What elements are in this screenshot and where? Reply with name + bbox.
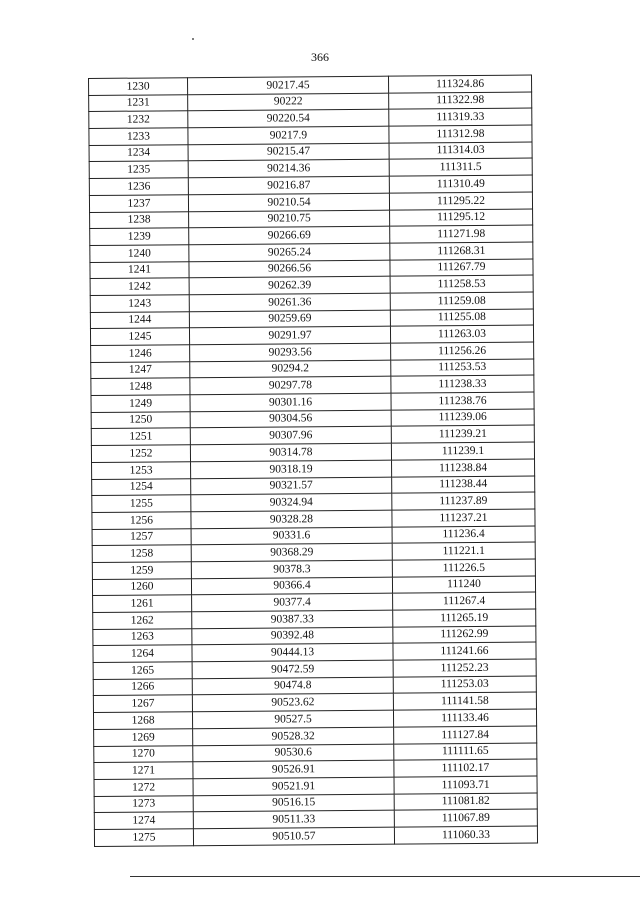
x-coordinate-cell: 90215.47 <box>188 143 389 161</box>
x-coordinate-cell: 90527.5 <box>192 710 393 728</box>
bottom-rule <box>130 876 640 877</box>
x-coordinate-cell: 90472.59 <box>192 660 393 678</box>
point-number-cell: 1272 <box>94 779 193 796</box>
point-number-cell: 1236 <box>89 178 188 195</box>
point-number-cell: 1257 <box>92 528 191 545</box>
y-coordinate-cell: 111236.4 <box>392 526 535 544</box>
y-coordinate-cell: 111060.33 <box>394 826 537 844</box>
point-number-cell: 1256 <box>92 512 191 529</box>
point-number-cell: 1258 <box>92 545 191 562</box>
y-coordinate-cell: 111237.21 <box>392 509 535 527</box>
y-coordinate-cell: 111322.98 <box>389 92 532 110</box>
y-coordinate-cell: 111259.08 <box>390 292 533 310</box>
x-coordinate-cell: 90217.45 <box>188 76 389 94</box>
x-coordinate-cell: 90259.69 <box>189 310 390 328</box>
x-coordinate-cell: 90516.15 <box>193 794 394 812</box>
x-coordinate-cell: 90377.4 <box>192 593 393 611</box>
scan-speck <box>192 38 194 40</box>
y-coordinate-cell: 111241.66 <box>393 642 536 660</box>
x-coordinate-cell: 90214.36 <box>188 160 389 178</box>
y-coordinate-cell: 111255.08 <box>390 309 533 327</box>
x-coordinate-cell: 90220.54 <box>188 110 389 128</box>
x-coordinate-cell: 90261.36 <box>189 293 390 311</box>
y-coordinate-cell: 111240 <box>392 576 535 594</box>
point-number-cell: 1232 <box>89 111 188 128</box>
y-coordinate-cell: 111253.53 <box>391 359 534 377</box>
point-number-cell: 1231 <box>89 94 188 111</box>
point-number-cell: 1230 <box>89 78 188 95</box>
y-coordinate-cell: 111319.33 <box>389 108 532 126</box>
x-coordinate-cell: 90324.94 <box>191 493 392 511</box>
point-number-cell: 1263 <box>93 628 192 645</box>
x-coordinate-cell: 90366.4 <box>191 577 392 595</box>
coordinates-table <box>88 75 538 847</box>
point-number-cell: 1269 <box>94 729 193 746</box>
x-coordinate-cell: 90526.91 <box>193 760 394 778</box>
x-coordinate-cell: 90378.3 <box>191 560 392 578</box>
x-coordinate-cell: 90216.87 <box>188 176 389 194</box>
point-number-cell: 1253 <box>92 462 191 479</box>
y-coordinate-cell: 111252.23 <box>393 659 536 677</box>
y-coordinate-cell: 111239.1 <box>391 442 534 460</box>
y-coordinate-cell: 111258.53 <box>390 275 533 293</box>
page-number: 366 <box>311 50 329 64</box>
point-number-cell: 1248 <box>91 378 190 395</box>
x-coordinate-cell: 90293.56 <box>190 343 391 361</box>
x-coordinate-cell: 90291.97 <box>189 326 390 344</box>
y-coordinate-cell: 111133.46 <box>393 709 536 727</box>
x-coordinate-cell: 90210.75 <box>189 210 390 228</box>
point-number-cell: 1246 <box>91 345 190 362</box>
y-coordinate-cell: 111239.06 <box>391 409 534 427</box>
x-coordinate-cell: 90521.91 <box>193 777 394 795</box>
x-coordinate-cell: 90266.56 <box>189 260 390 278</box>
x-coordinate-cell: 90530.6 <box>193 744 394 762</box>
x-coordinate-cell: 90222 <box>188 93 389 111</box>
x-coordinate-cell: 90368.29 <box>191 543 392 561</box>
y-coordinate-cell: 111265.19 <box>393 609 536 627</box>
x-coordinate-cell: 90294.2 <box>190 360 391 378</box>
point-number-cell: 1238 <box>90 211 189 228</box>
point-number-cell: 1240 <box>90 245 189 262</box>
coordinates-table-body <box>89 75 538 846</box>
point-number-cell: 1234 <box>89 144 188 161</box>
x-coordinate-cell: 90265.24 <box>189 243 390 261</box>
y-coordinate-cell: 111314.03 <box>389 142 532 160</box>
point-number-cell: 1266 <box>93 678 192 695</box>
point-number-cell: 1251 <box>91 428 190 445</box>
point-number-cell: 1262 <box>93 612 192 629</box>
x-coordinate-cell: 90387.33 <box>192 610 393 628</box>
point-number-cell: 1255 <box>92 495 191 512</box>
y-coordinate-cell: 111067.89 <box>394 809 537 827</box>
point-number-cell: 1270 <box>94 745 193 762</box>
y-coordinate-cell: 111081.82 <box>394 793 537 811</box>
y-coordinate-cell: 111111.65 <box>394 742 537 760</box>
x-coordinate-cell: 90217.9 <box>188 126 389 144</box>
y-coordinate-cell: 111141.58 <box>393 692 536 710</box>
point-number-cell: 1247 <box>91 361 190 378</box>
point-number-cell: 1241 <box>90 261 189 278</box>
point-number-cell: 1268 <box>93 712 192 729</box>
point-number-cell: 1244 <box>90 311 189 328</box>
y-coordinate-cell: 111263.03 <box>390 325 533 343</box>
x-coordinate-cell: 90523.62 <box>192 694 393 712</box>
y-coordinate-cell: 111239.21 <box>391 425 534 443</box>
point-number-cell: 1273 <box>94 795 193 812</box>
point-number-cell: 1271 <box>94 762 193 779</box>
x-coordinate-cell: 90474.8 <box>192 677 393 695</box>
point-number-cell: 1242 <box>90 278 189 295</box>
y-coordinate-cell: 111324.86 <box>388 75 531 93</box>
y-coordinate-cell: 111256.26 <box>391 342 534 360</box>
x-coordinate-cell: 90301.16 <box>190 393 391 411</box>
y-coordinate-cell: 111238.76 <box>391 392 534 410</box>
x-coordinate-cell: 90528.32 <box>193 727 394 745</box>
y-coordinate-cell: 111093.71 <box>394 776 537 794</box>
point-number-cell: 1237 <box>89 195 188 212</box>
y-coordinate-cell: 111268.31 <box>390 242 533 260</box>
y-coordinate-cell: 111262.99 <box>393 626 536 644</box>
x-coordinate-cell: 90297.78 <box>190 377 391 395</box>
y-coordinate-cell: 111238.44 <box>392 476 535 494</box>
x-coordinate-cell: 90210.54 <box>188 193 389 211</box>
table-row <box>94 826 537 846</box>
y-coordinate-cell: 111237.89 <box>392 492 535 510</box>
y-coordinate-cell: 111127.84 <box>394 726 537 744</box>
point-number-cell: 1265 <box>93 662 192 679</box>
x-coordinate-cell: 90331.6 <box>191 527 392 545</box>
point-number-cell: 1261 <box>93 595 192 612</box>
x-coordinate-cell: 90328.28 <box>191 510 392 528</box>
point-number-cell: 1254 <box>92 478 191 495</box>
x-coordinate-cell: 90321.57 <box>191 477 392 495</box>
x-coordinate-cell: 90262.39 <box>189 276 390 294</box>
coordinates-table-container <box>88 75 534 847</box>
x-coordinate-cell: 90304.56 <box>190 410 391 428</box>
y-coordinate-cell: 111267.4 <box>393 592 536 610</box>
point-number-cell: 1252 <box>91 445 190 462</box>
point-number-cell: 1239 <box>90 228 189 245</box>
y-coordinate-cell: 111102.17 <box>394 759 537 777</box>
y-coordinate-cell: 111311.5 <box>389 158 532 176</box>
x-coordinate-cell: 90511.33 <box>193 810 394 828</box>
point-number-cell: 1267 <box>93 695 192 712</box>
y-coordinate-cell: 111253.03 <box>393 676 536 694</box>
point-number-cell: 1250 <box>91 411 190 428</box>
y-coordinate-cell: 111238.84 <box>392 459 535 477</box>
point-number-cell: 1245 <box>90 328 189 345</box>
x-coordinate-cell: 90266.69 <box>189 226 390 244</box>
y-coordinate-cell: 111312.98 <box>389 125 532 143</box>
point-number-cell: 1260 <box>92 578 191 595</box>
point-number-cell: 1274 <box>94 812 193 829</box>
y-coordinate-cell: 111295.12 <box>390 209 533 227</box>
x-coordinate-cell: 90444.13 <box>192 643 393 661</box>
point-number-cell: 1235 <box>89 161 188 178</box>
y-coordinate-cell: 111238.33 <box>391 375 534 393</box>
point-number-cell: 1243 <box>90 295 189 312</box>
point-number-cell: 1233 <box>89 128 188 145</box>
x-coordinate-cell: 90314.78 <box>190 443 391 461</box>
point-number-cell: 1249 <box>91 395 190 412</box>
point-number-cell: 1259 <box>92 562 191 579</box>
y-coordinate-cell: 111295.22 <box>389 192 532 210</box>
y-coordinate-cell: 111226.5 <box>392 559 535 577</box>
x-coordinate-cell: 90307.96 <box>190 427 391 445</box>
point-number-cell: 1264 <box>93 645 192 662</box>
x-coordinate-cell: 90510.57 <box>193 827 394 845</box>
x-coordinate-cell: 90318.19 <box>191 460 392 478</box>
x-coordinate-cell: 90392.48 <box>192 627 393 645</box>
y-coordinate-cell: 111267.79 <box>390 259 533 277</box>
point-number-cell: 1275 <box>94 829 193 846</box>
y-coordinate-cell: 111221.1 <box>392 542 535 560</box>
y-coordinate-cell: 111310.49 <box>389 175 532 193</box>
y-coordinate-cell: 111271.98 <box>390 225 533 243</box>
